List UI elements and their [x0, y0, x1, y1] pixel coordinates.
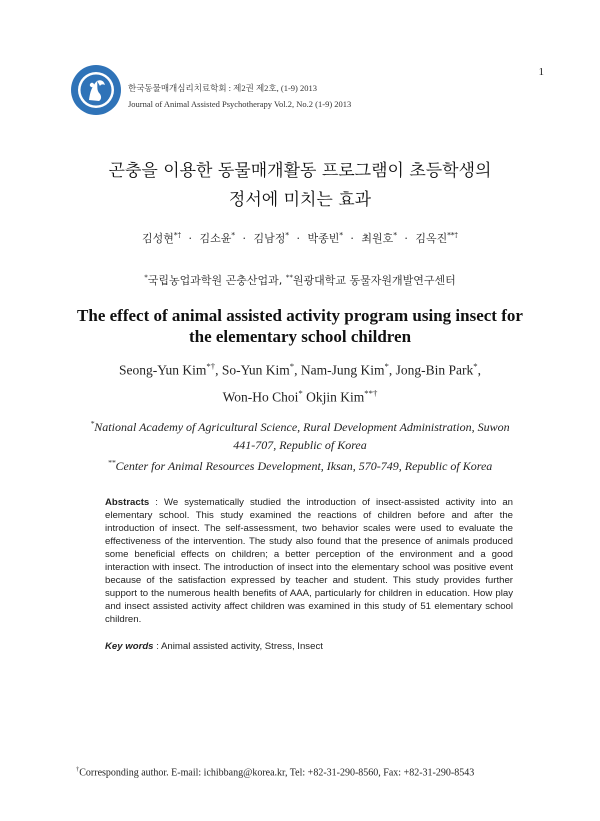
- author-mark: *: [289, 361, 295, 371]
- english-author-name: So-Yun Kim: [221, 362, 290, 378]
- footnote-mark: †: [76, 766, 80, 773]
- page-number: 1: [538, 66, 544, 78]
- korean-title-line2: 정서에 미치는 효과: [228, 190, 372, 210]
- author-mark: *: [298, 387, 303, 398]
- english-affiliation-1: *National Academy of Agricultural Science, Rural Development Administration, Suwon: [90, 419, 510, 434]
- author-separator: ·: [185, 232, 196, 245]
- keywords-separator: :: [153, 641, 161, 652]
- journal-korean-line: 한국동물매개심리치료학회 : 제2권 제2호, (1-9) 2013: [128, 83, 317, 93]
- korean-affiliation-2: 원광대학교 동물자원개발연구센터: [292, 274, 456, 287]
- abstract-text: We systematically studied the introduction of insect-assisted activity into an elementary school. This study examined the reactions of children before and after the introduction of insect. The self-assessment, two behavior scales were used to evaluate the effectiveness of the intervention. The study also found that the presence of animals produced some beneficial effects on children; a better perception of the environment and a good interaction with insect. The introduction of insect into the elementary school was positive event because of the satisfaction expressed by teacher and student. This study provides further support to the numerous health benefits of AAA, particularly for children in education. How play and insect assisted activity affect children was examined in this study of 51 elementary school children.: [105, 497, 513, 625]
- korean-title-line1: 곤충을 이용한 동물매개활동 프로그램이 초등학생의: [108, 161, 492, 181]
- author-mark: *: [384, 361, 389, 371]
- author-separator: ·: [346, 232, 358, 245]
- english-affiliation-2: **Center for Animal Resources Development, Iksan, 570-749, Republic of Korea: [107, 458, 493, 473]
- author-mark: *: [285, 230, 289, 240]
- korean-author-name: 김성현: [141, 232, 174, 245]
- author-separator: ,: [294, 362, 301, 378]
- english-author-name: Seong-Yun Kim: [118, 362, 207, 378]
- author-separator: ,: [215, 362, 222, 378]
- korean-author-name: 김소윤: [199, 232, 232, 245]
- author-mark: *: [231, 230, 235, 240]
- korean-affiliation-1: 국립농업과학원 곤충산업과,: [147, 274, 283, 287]
- author-separator: ·: [400, 232, 412, 245]
- affiliation-mark: **: [285, 272, 293, 282]
- author-mark: **†: [364, 387, 378, 398]
- english-title: [30, 305, 570, 347]
- author-mark: *†: [173, 230, 182, 240]
- korean-title: [0, 157, 600, 215]
- affiliation-mark: **: [107, 458, 116, 467]
- author-separator: ·: [238, 232, 250, 245]
- korean-affiliation: [0, 272, 600, 288]
- corresponding-footnote: [76, 766, 474, 778]
- korean-author-name: 김남정: [253, 232, 286, 245]
- english-author-name: Jong-Bin Park: [395, 362, 474, 378]
- english-affiliation: [50, 415, 550, 475]
- author-mark: *†: [206, 361, 216, 371]
- english-author-name: Okjin Kim: [306, 389, 365, 404]
- footnote-text: Corresponding author. E-mail: ichibbang@korea.kr, Tel: +82-31-290-8560, Fax: +82-31-290-8543: [79, 767, 475, 779]
- keywords-label: Key words: [105, 641, 154, 652]
- korean-authors: [0, 230, 600, 246]
- author-separator: ,: [388, 362, 396, 378]
- journal-logo-icon: [70, 64, 122, 116]
- english-author-name: Nam-Jung Kim: [300, 362, 385, 378]
- author-mark: *: [393, 230, 397, 240]
- keywords-text: Animal assisted activity, Stress, Insect: [161, 641, 323, 652]
- journal-header: [128, 80, 351, 112]
- affiliation-mark: *: [144, 272, 148, 282]
- english-authors: [0, 355, 600, 408]
- korean-author-name: 김옥진: [415, 232, 448, 245]
- journal-english-line: Journal of Animal Assisted Psychotherapy Vol.2, No.2 (1-9) 2013: [128, 99, 352, 109]
- english-title-line1: The effect of animal assisted activity program using insect for: [77, 306, 523, 325]
- abstract-label: Abstracts: [105, 497, 150, 508]
- english-affiliation-1-cont: 441-707, Republic of Korea: [233, 438, 367, 452]
- author-mark: *: [339, 230, 343, 240]
- affiliation-mark: *: [90, 419, 95, 428]
- author-mark: *: [473, 361, 478, 371]
- abstract-separator: :: [149, 497, 164, 508]
- english-author-name: Won-Ho Choi: [222, 389, 299, 404]
- author-separator: ·: [292, 232, 304, 245]
- keywords: [105, 641, 515, 652]
- korean-author-name: 최원호: [361, 232, 394, 245]
- abstract: [105, 496, 513, 626]
- author-separator: ,: [477, 362, 482, 378]
- english-title-line2: the elementary school children: [188, 327, 412, 346]
- author-mark: **†: [447, 230, 458, 240]
- korean-author-name: 박종빈: [307, 232, 340, 245]
